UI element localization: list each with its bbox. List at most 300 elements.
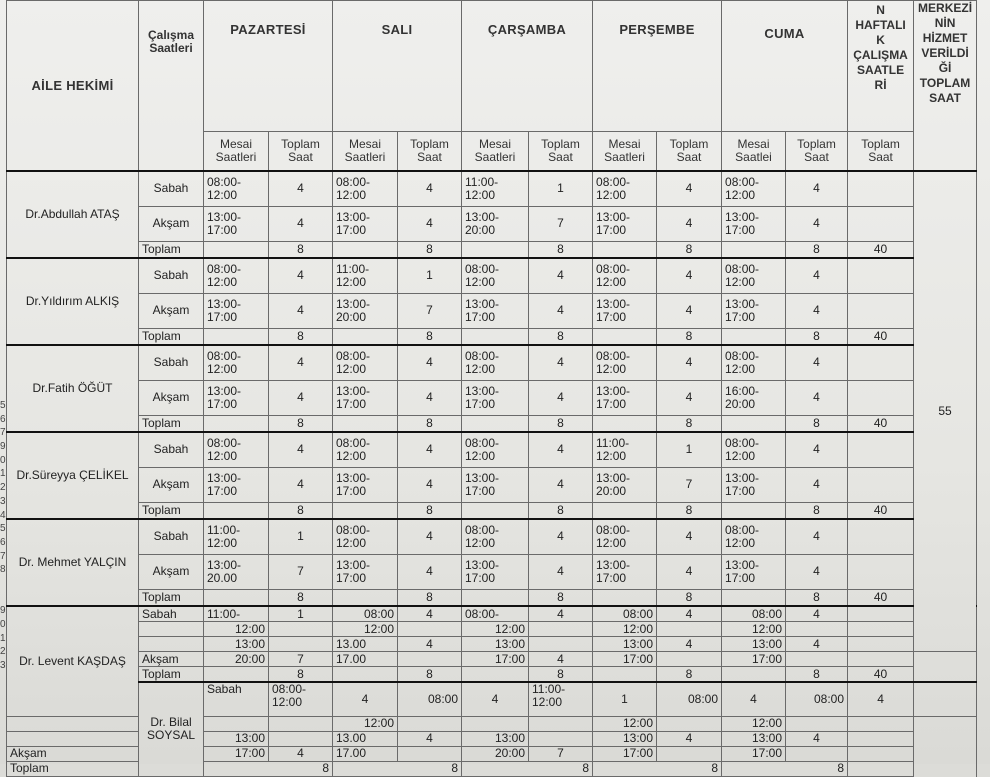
shift-label: Sabah (139, 606, 204, 622)
cell (722, 667, 786, 683)
cell: 13:00- 17:00 (333, 380, 398, 415)
cell (848, 554, 914, 589)
cell: 13:00- 17:00 (462, 380, 529, 415)
row-number: 3 (0, 495, 6, 507)
cell: 4 (786, 171, 848, 206)
cell: 4 (529, 519, 593, 554)
cell (204, 589, 269, 606)
cell: 17.00 (333, 746, 398, 761)
cell: 4 (462, 682, 529, 716)
cell: 13:00- 20.00 (204, 554, 269, 589)
row-number: 0 (0, 454, 6, 466)
row-number: 2 (0, 646, 6, 658)
cell: 4 (529, 467, 593, 502)
row-number: 9 (0, 441, 6, 453)
cell (462, 415, 529, 432)
cell (848, 622, 914, 637)
weekly-total: 40 (848, 415, 914, 432)
cell: 4 (269, 432, 333, 467)
cell (333, 589, 398, 606)
cell (204, 328, 269, 345)
cell: 4 (529, 258, 593, 293)
cell: 8 (462, 761, 593, 776)
cell: 8 (786, 589, 848, 606)
table-row (7, 258, 977, 293)
cell: 4 (398, 731, 462, 746)
cell: 4 (398, 345, 462, 380)
cell (462, 589, 529, 606)
cell: 17:00 (593, 746, 657, 761)
cell (139, 637, 204, 652)
cell: 11:00- 12:00 (333, 258, 398, 293)
cell: 4 (269, 206, 333, 241)
cell: 1 (269, 519, 333, 554)
shift-label: Sabah (139, 171, 204, 206)
toplam-label: Toplam (139, 415, 204, 432)
cell: 8 (269, 589, 333, 606)
cell: 13:00- 17:00 (462, 554, 529, 589)
cell: 4 (657, 171, 722, 206)
header-carsamba: ÇARŞAMBA (462, 1, 593, 132)
cell (462, 328, 529, 345)
row-number: 3 (0, 660, 6, 672)
cell (593, 241, 657, 258)
cell: 08:00 (333, 606, 398, 622)
shift-label: Akşam (139, 380, 204, 415)
cell: 8 (529, 667, 593, 683)
cell: 12:00 (593, 716, 657, 731)
table-row (7, 682, 977, 716)
cell (462, 716, 529, 731)
header-sali: SALI (333, 1, 462, 132)
cell: 08:00- 12:00 (462, 258, 529, 293)
cell: 12:00 (593, 622, 657, 637)
cell (722, 328, 786, 345)
cell: 7 (529, 206, 593, 241)
table-row (7, 667, 977, 683)
cell (398, 746, 462, 761)
cell (204, 502, 269, 519)
table-row (7, 415, 977, 432)
cell: 13:00- 20:00 (462, 206, 529, 241)
subheader-mesai: Mesai Saatleri (593, 132, 657, 172)
cell: 08:00- 12:00 (204, 171, 269, 206)
subheader-mesai-cuma: Mesai Saatlei (722, 132, 786, 172)
cell: 7 (529, 746, 593, 761)
cell: 13:00 (462, 731, 529, 746)
cell: 13:00 (593, 637, 657, 652)
cell: 4 (398, 380, 462, 415)
cell: 4 (269, 380, 333, 415)
table-row (7, 519, 977, 554)
cell (848, 731, 914, 746)
cell: 11:00- 12:00 (204, 519, 269, 554)
cell: 1 (398, 258, 462, 293)
cell: 8 (204, 761, 333, 776)
cell: 4 (657, 637, 722, 652)
cell (722, 241, 786, 258)
cell: 20:00 (462, 746, 529, 761)
cell (848, 716, 914, 731)
cell: 8 (398, 667, 462, 683)
cell (848, 637, 914, 652)
cell: 8 (786, 502, 848, 519)
cell: 4 (398, 606, 462, 622)
cell: 08:00- 12:00 (593, 171, 657, 206)
cell (786, 716, 848, 731)
cell: 17:00 (722, 746, 786, 761)
weekly-total: 40 (848, 241, 914, 258)
cell: 4 (269, 746, 333, 761)
doctor-name: Dr. Bilal SOYSAL (139, 682, 204, 776)
cell (848, 432, 914, 467)
cell (722, 589, 786, 606)
weekly-total: 40 (848, 667, 914, 683)
cell: 13.00 (333, 637, 398, 652)
cell (269, 622, 333, 637)
cell: 4 (786, 380, 848, 415)
shift-label: Sabah (139, 345, 204, 380)
table-row (7, 554, 977, 589)
cell: 12:00 (333, 622, 398, 637)
cell: 4 (722, 682, 786, 716)
cell (848, 293, 914, 328)
cell: 7 (269, 554, 333, 589)
cell: 13:00- 17:00 (593, 206, 657, 241)
cell (848, 519, 914, 554)
cell (657, 622, 722, 637)
cell: 7 (269, 652, 333, 667)
row-number: 6 (0, 536, 6, 548)
cell: 4 (786, 731, 848, 746)
subheader-toplam: Toplam Saat (786, 132, 848, 172)
cell (593, 667, 657, 683)
cell: 4 (269, 171, 333, 206)
cell (333, 415, 398, 432)
cell: 08:00- (462, 606, 529, 622)
cell: 13:00 (204, 637, 269, 652)
cell (848, 258, 914, 293)
cell: 4 (657, 519, 722, 554)
subheader-toplam-saat: Toplam Saat (848, 132, 914, 172)
cell: 8 (269, 667, 333, 683)
cell: 13:00 (722, 637, 786, 652)
doctor-name: Dr. Mehmet YALÇIN (7, 519, 139, 606)
cell: 4 (657, 258, 722, 293)
cell (204, 415, 269, 432)
cell: 1 (529, 171, 593, 206)
cell: 8 (529, 415, 593, 432)
cell (914, 682, 977, 716)
row-number: 1 (0, 632, 6, 644)
cell (462, 667, 529, 683)
header-calisma-saatleri: Çalışma Saatleri (139, 1, 204, 172)
cell (7, 731, 139, 746)
toplam-label: Toplam (139, 589, 204, 606)
table-row (7, 345, 977, 380)
cell (529, 716, 593, 731)
cell: 13:00 (462, 637, 529, 652)
row-number: 5 (0, 400, 6, 411)
cell: 13:00 (204, 731, 269, 746)
cell (848, 171, 914, 206)
cell: 08:00- 12:00 (333, 432, 398, 467)
cell (848, 345, 914, 380)
cell (462, 241, 529, 258)
cell (848, 380, 914, 415)
cell: 4 (786, 345, 848, 380)
cell (269, 716, 333, 731)
cell: 13.00 (333, 731, 398, 746)
cell: 13:00- 20:00 (333, 293, 398, 328)
header-haftalik-calisma: N HAFTALI K ÇALIŞMA SAATLE Rİ (848, 1, 914, 132)
cell: 08:00- 12:00 (204, 345, 269, 380)
cell: 4 (529, 652, 593, 667)
cell: 4 (786, 554, 848, 589)
subheader-toplam: Toplam Saat (398, 132, 462, 172)
cell: 13:00- 17:00 (722, 467, 786, 502)
cell (722, 502, 786, 519)
header-pazartesi: PAZARTESİ (204, 1, 333, 132)
cell: 8 (398, 589, 462, 606)
cell: 4 (786, 432, 848, 467)
cell: 13:00- 17:00 (333, 467, 398, 502)
toplam-label: Toplam (139, 667, 204, 683)
cell (786, 746, 848, 761)
subheader-toplam: Toplam Saat (529, 132, 593, 172)
cell: 4 (657, 606, 722, 622)
cell: 7 (657, 467, 722, 502)
shift-label: Sabah (204, 682, 269, 716)
cell (848, 746, 914, 761)
weekly-total: 40 (848, 502, 914, 519)
cell: 08:00- 12:00 (593, 258, 657, 293)
cell: 13:00- 17:00 (722, 206, 786, 241)
cell: 4 (398, 432, 462, 467)
cell (333, 328, 398, 345)
cell (333, 241, 398, 258)
cell: 08:00- 12:00 (722, 519, 786, 554)
cell: 08:00 (398, 682, 462, 716)
toplam-label: Toplam (139, 502, 204, 519)
cell: 4 (398, 171, 462, 206)
row-number: 1 (0, 468, 6, 480)
subheader-toplam: Toplam Saat (269, 132, 333, 172)
cell: 08:00- 12:00 (204, 258, 269, 293)
header-cuma: CUMA (722, 1, 848, 132)
header-aile-hekimi: AİLE HEKİMİ (7, 1, 139, 172)
cell: 7 (398, 293, 462, 328)
cell (848, 761, 914, 776)
shift-label: Sabah (139, 258, 204, 293)
row-number: 8 (0, 564, 6, 576)
cell (593, 328, 657, 345)
subheader-mesai: Mesai Saatleri (462, 132, 529, 172)
cell: 12:00 (722, 622, 786, 637)
cell: 11:00- 12:00 (462, 171, 529, 206)
cell: 08:00- 12:00 (204, 432, 269, 467)
cell: 4 (657, 554, 722, 589)
shift-label: Sabah (139, 519, 204, 554)
cell (657, 716, 722, 731)
cell (398, 622, 462, 637)
cell: 4 (657, 293, 722, 328)
center-total-a: 55 (914, 171, 977, 652)
cell (204, 241, 269, 258)
cell (657, 746, 722, 761)
subheader-mesai: Mesai Saatleri (204, 132, 269, 172)
table-row (7, 328, 977, 345)
cell: 4 (333, 682, 398, 716)
cell: 08:00- 12:00 (333, 345, 398, 380)
schedule-table (6, 0, 977, 777)
header-persembe: PERŞEMBE (593, 1, 722, 132)
cell: 8 (657, 502, 722, 519)
cell (593, 415, 657, 432)
cell: 8 (398, 415, 462, 432)
table-row (7, 241, 977, 258)
cell: 4 (529, 380, 593, 415)
cell: 4 (269, 467, 333, 502)
cell: 08:00- 12:00 (593, 519, 657, 554)
cell: 4 (398, 467, 462, 502)
cell: 4 (398, 519, 462, 554)
cell (593, 502, 657, 519)
shift-label: Akşam (7, 746, 139, 761)
toplam-label: Toplam (139, 241, 204, 258)
cell: 13:00- 17:00 (204, 206, 269, 241)
cell: 12:00 (462, 622, 529, 637)
table-row (7, 606, 977, 622)
cell: 8 (529, 241, 593, 258)
cell: 8 (269, 502, 333, 519)
cell: 11:00- 12:00 (529, 682, 593, 716)
cell: 4 (786, 293, 848, 328)
cell: 13:00- 17:00 (462, 467, 529, 502)
cell: 12:00 (722, 716, 786, 731)
cell: 4 (529, 606, 593, 622)
cell: 8 (786, 241, 848, 258)
table-row (7, 293, 977, 328)
header-row (7, 1, 977, 132)
toplam-label: Toplam (7, 761, 139, 776)
cell: 08:00- 12:00 (462, 345, 529, 380)
cell: 4 (529, 554, 593, 589)
cell: 8 (657, 328, 722, 345)
row-number: 2 (0, 482, 6, 494)
cell: 1 (269, 606, 333, 622)
shift-label: Akşam (139, 293, 204, 328)
table-row (7, 637, 977, 652)
cell (333, 502, 398, 519)
cell: 4 (657, 380, 722, 415)
cell: 8 (398, 328, 462, 345)
shift-label: Sabah (139, 432, 204, 467)
cell: 17:00 (722, 652, 786, 667)
cell (398, 716, 462, 731)
table-row (7, 171, 977, 206)
row-number: 4 (0, 509, 6, 521)
table-row (7, 652, 977, 667)
cell: 13:00- 17:00 (593, 554, 657, 589)
cell: 08:00- 12:00 (722, 171, 786, 206)
cell: 8 (333, 761, 462, 776)
cell: 08:00- 12:00 (269, 682, 333, 716)
cell: 17:00 (462, 652, 529, 667)
cell: 4 (786, 206, 848, 241)
cell: 4 (398, 206, 462, 241)
table-row (7, 467, 977, 502)
row-number: 9 (0, 605, 6, 617)
cell: 8 (786, 415, 848, 432)
subheader-mesai: Mesai Saatleri (333, 132, 398, 172)
cell (269, 637, 333, 652)
cell: 13:00- 17:00 (333, 206, 398, 241)
cell (722, 415, 786, 432)
cell: 4 (657, 345, 722, 380)
table-row (7, 380, 977, 415)
cell: 08:00 (786, 682, 848, 716)
cell: 8 (657, 241, 722, 258)
cell: 8 (398, 502, 462, 519)
cell (657, 652, 722, 667)
cell (398, 652, 462, 667)
cell: 11:00- (204, 606, 269, 622)
shift-label: Akşam (139, 652, 204, 667)
cell: 13:00- 17:00 (462, 293, 529, 328)
cell: 13:00 (722, 731, 786, 746)
cell: 1 (593, 682, 657, 716)
cell: 4 (398, 637, 462, 652)
cell: 13:00- 17:00 (204, 293, 269, 328)
cell (786, 622, 848, 637)
cell: 8 (657, 589, 722, 606)
cell: 4 (786, 637, 848, 652)
cell: 4 (786, 606, 848, 622)
cell (786, 652, 848, 667)
cell: 20:00 (204, 652, 269, 667)
doctor-name: Dr.Yıldırım ALKIŞ (7, 258, 139, 345)
shift-label: Akşam (139, 467, 204, 502)
doctor-name: Dr. Levent KAŞDAŞ (7, 606, 139, 716)
shift-label: Akşam (139, 554, 204, 589)
cell (848, 606, 914, 622)
row-number: 6 (0, 413, 6, 425)
header-merkezin-hizmet: MERKEZİ NİN HİZMET VERİLDİ Ğİ TOPLAM SAAT (914, 1, 977, 172)
table-row (7, 432, 977, 467)
toplam-label: Toplam (139, 328, 204, 345)
cell: 4 (269, 345, 333, 380)
cell: 8 (269, 415, 333, 432)
row-number: 7 (0, 550, 6, 562)
cell: 17:00 (593, 652, 657, 667)
cell: 8 (593, 761, 722, 776)
cell: 13:00- 20:00 (593, 467, 657, 502)
cell: 8 (398, 241, 462, 258)
cell: 08:00- 12:00 (333, 519, 398, 554)
cell: 13:00- 17:00 (722, 293, 786, 328)
cell: 13:00 (593, 731, 657, 746)
cell (848, 652, 914, 667)
cell: 08:00- 12:00 (333, 171, 398, 206)
cell: 4 (529, 432, 593, 467)
cell: 17.00 (333, 652, 398, 667)
cell: 4 (398, 554, 462, 589)
cell: 4 (848, 682, 914, 716)
cell (848, 206, 914, 241)
subheader-toplam: Toplam Saat (657, 132, 722, 172)
cell (529, 637, 593, 652)
